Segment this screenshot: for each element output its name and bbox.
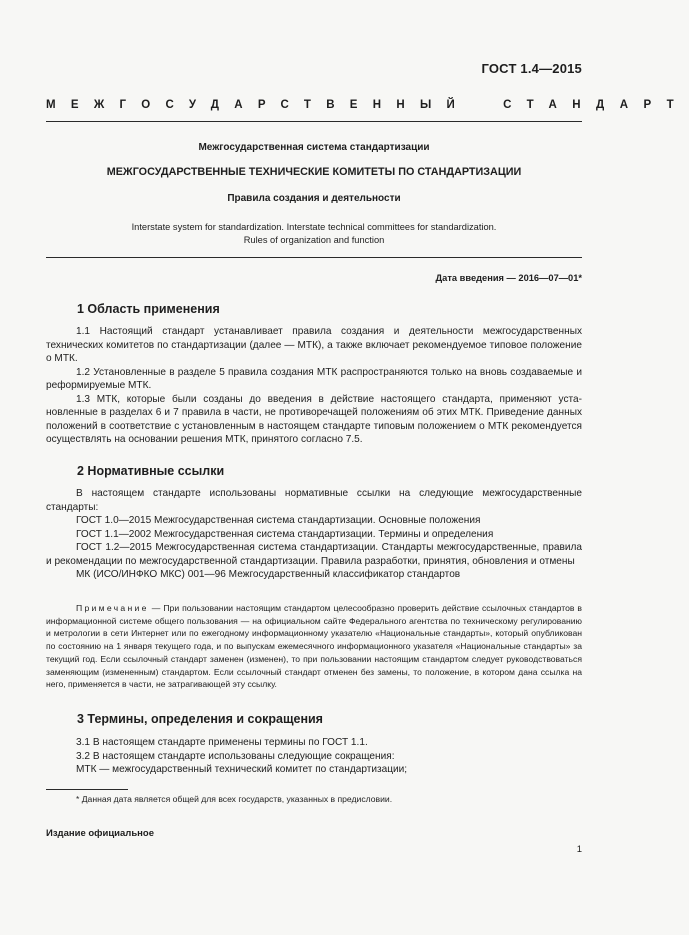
section-3-body	[46, 736, 582, 777]
section-3-heading: 3 Термины, определения и сокращения	[77, 712, 323, 726]
note-text: — При пользовании настоящим стандартом целесообразно проверить действие ссылочных стандартов в информационной системе общего пользования — на официальном сайте Федерального агентства по техническому регулированию и метрологии в сети Интернет или по ежегодному информационному указателю «Национальные стандарты», который опубликован по состоянию на 1 января текущего года, и по выпускам ежемесячного информационного указателя «Национальные стандарты» за текущий год. Если ссылочный стандарт заменен (изменен), то при пользовании настоящим стандартом следует руководствоваться заменяющим (измененным) стандартом. Если ссылочный стандарт отменен без замены, то положение, в котором дана ссылка на него, применяется в части, не затрагивающей эту ссылку.	[46, 603, 582, 690]
paragraph-1-3: 1.3 МТК, которые были созданы до введения в действие настоящего стандарта, применяют установленные в разделах 6 и 7 правила в части, не противоречащей положениям об этих МТК. Приведение данных положений в соответствие с установленным в настоящем стандарте типовым положением о МТК рекомендуется осуществлять на основании решения МТК, принятого согласно 7.5.	[46, 393, 582, 445]
title-rules: Правила создания и деятельности	[227, 193, 401, 204]
reference-gost-1-0: ГОСТ 1.0—2015 Межгосударственная система стандартизации. Основные положения	[76, 515, 481, 526]
introduction-date: Дата введения — 2016—07—01*	[435, 273, 582, 283]
reference-gost-1-1: ГОСТ 1.1—2002 Межгосударственная система стандартизации. Термины и определения	[76, 528, 494, 540]
paragraph-3-2: 3.2 В настоящем стандарте использованы следующие сокращения:	[76, 750, 395, 762]
page-number: 1	[576, 844, 582, 855]
reference-gost-1-2: ГОСТ 1.2—2015 Межгосударственная система стандартизации. Стандарты межгосударственные, правила и рекомендации по межгосударственной стандартизации. Правила разработки, принятия, обновления и отмены	[46, 542, 582, 567]
title-divider	[46, 257, 582, 258]
paragraph-1-2: 1.2 Установленные в разделе 5 правила создания МТК распространяются только на вновь создаваемые и реформируемые МТК.	[46, 366, 582, 391]
banner-divider	[46, 121, 582, 122]
banner-word-standard: СТАНДАРТ	[503, 99, 689, 111]
footnote-divider	[46, 789, 128, 790]
title-system: Межгосударственная система стандартизации	[198, 142, 430, 153]
title-english-line-2: Rules of organization and function	[243, 235, 385, 245]
gost-code: ГОСТ 1.4—2015	[481, 61, 582, 76]
banner-word-interstate: МЕЖГОСУДАРСТВЕННЫЙ	[46, 99, 471, 111]
section-1-body	[46, 325, 582, 447]
note-label: Примечание	[76, 603, 149, 613]
section-2-heading: 2 Нормативные ссылки	[77, 464, 225, 478]
title-english	[46, 221, 582, 247]
title-english-line-1: Interstate system for standardization. Interstate technical committees for standardization.	[131, 222, 497, 232]
official-edition-label: Издание официальное	[46, 828, 154, 839]
paragraph-3-1: 3.1 В настоящем стандарте применены термины по ГОСТ 1.1.	[76, 737, 368, 748]
references-intro: В настоящем стандарте использованы нормативные ссылки на следующие межгосударственные стандарты:	[46, 488, 582, 513]
section-1-heading: 1 Область применения	[77, 302, 220, 316]
standard-banner	[46, 99, 689, 111]
paragraph-1-1: 1.1 Настоящий стандарт устанавливает правила создания и деятельности межгосударственных технических комитетов по стандартизации (далее — МТК), а также включает рекомендуемое типовое положение о МТК.	[46, 326, 582, 364]
abbreviation-mtk: МТК — межгосударственный технический комитет по стандартизации;	[76, 764, 408, 775]
section-2-body	[46, 487, 582, 582]
reference-mk-001-96: МК (ИСО/ИНФКО МКС) 001—96 Межгосударственный классификатор стандартов	[76, 569, 461, 580]
title-main: МЕЖГОСУДАРСТВЕННЫЕ ТЕХНИЧЕСКИЕ КОМИТЕТЫ ПО СТАНДАРТИЗАЦИИ	[106, 166, 522, 178]
footnote: * Данная дата является общей для всех государств, указанных в предисловии.	[76, 794, 393, 804]
references-note	[46, 602, 582, 691]
